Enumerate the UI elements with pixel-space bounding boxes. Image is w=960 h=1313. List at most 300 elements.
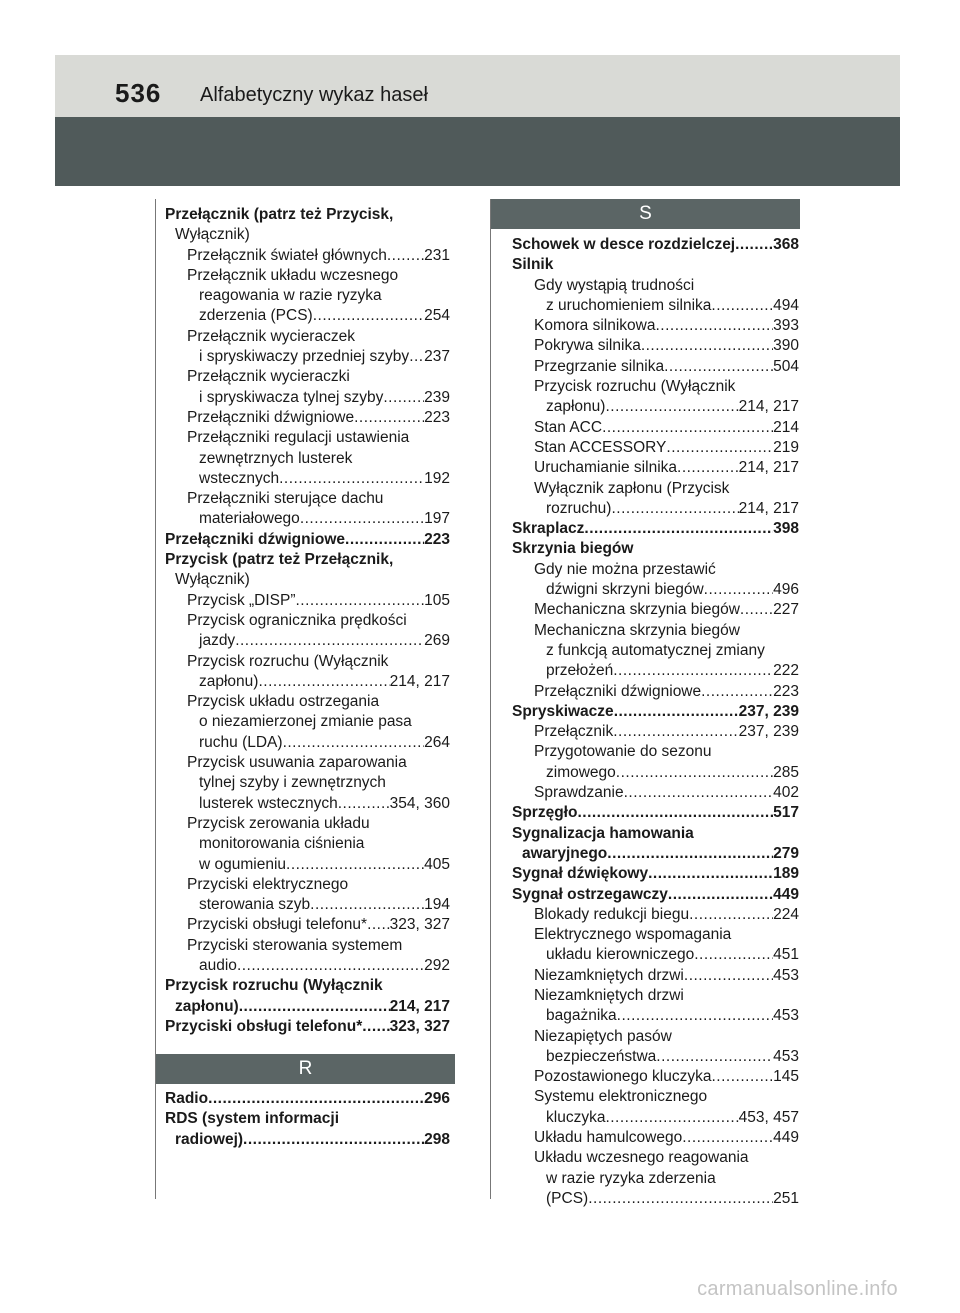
entry-page-ref: 239	[424, 388, 450, 406]
entry-term: Pokrywa silnika	[534, 337, 641, 355]
index-entry	[512, 316, 799, 336]
entry-term: i spryskiwacza tylnej szyby	[199, 388, 384, 406]
entry-page-ref: 189	[773, 865, 799, 883]
dot-leader	[655, 316, 773, 336]
entry-page-ref: 393	[773, 317, 799, 335]
dot-leader	[613, 722, 738, 742]
entry-term: Schowek w desce rozdzielczej	[512, 236, 736, 253]
dot-leader	[310, 895, 424, 915]
dot-leader	[300, 509, 424, 529]
index-entry	[512, 1128, 799, 1148]
entry-page-ref: 237	[424, 348, 450, 366]
dot-leader	[338, 794, 390, 814]
entry-term: Przełącznik świateł głównych	[187, 246, 387, 264]
entry-term: reagowania w razie ryzyka	[199, 287, 382, 305]
entry-page-ref: 194	[424, 896, 450, 914]
entry-term: Elektrycznego wspomagania	[534, 926, 732, 944]
entry-term: Niezamkniętych drzwi	[534, 966, 684, 984]
entry-term: Przełącznik wycieraczki	[187, 368, 350, 386]
index-entry	[512, 925, 799, 945]
entry-term: (PCS)	[546, 1189, 589, 1207]
index-entry	[165, 509, 450, 529]
entry-term: Przygotowanie do sezonu	[534, 743, 712, 761]
dot-leader	[286, 855, 424, 875]
entry-page-ref: 494	[773, 296, 799, 314]
entry-page-ref: 285	[773, 763, 799, 781]
entry-term: Przycisk ogranicznika prędkości	[187, 611, 407, 629]
index-entry	[512, 397, 799, 417]
entry-term: Sygnalizacja hamowania	[512, 824, 694, 842]
entry-term: Przegrzanie silnika	[534, 357, 665, 375]
index-entry	[165, 550, 450, 570]
dot-leader	[584, 519, 773, 539]
entry-page-ref: 368	[773, 236, 799, 253]
entry-page-ref: 354, 360	[389, 794, 450, 812]
entry-term: Wyłącznik zapłonu (Przycisk	[534, 479, 730, 497]
index-entry	[165, 611, 450, 631]
index-entry	[512, 966, 799, 986]
entry-page-ref: 453	[773, 966, 799, 984]
dot-leader	[362, 1017, 389, 1037]
entry-term: RDS (system informacji	[165, 1110, 339, 1128]
index-entry	[165, 652, 450, 672]
dot-leader	[607, 844, 773, 864]
entry-term: Przełączniki regulacji ustawienia	[187, 429, 410, 447]
entry-term: Przycisk rozruchu (Wyłącznik	[187, 652, 389, 670]
entry-term: Układu hamulcowego	[534, 1129, 683, 1147]
dot-leader	[588, 1189, 773, 1209]
dot-leader	[735, 235, 773, 255]
index-entry	[512, 844, 799, 864]
index-entry	[512, 803, 799, 823]
index-entry	[165, 976, 450, 996]
entry-term: Gdy wystąpią trudności	[534, 276, 695, 294]
entry-term: z funkcją automatycznej zmiany	[546, 641, 765, 659]
dot-leader	[614, 702, 739, 722]
entry-term: Mechaniczna skrzynia biegów	[534, 621, 740, 639]
index-entry	[512, 357, 799, 377]
index-entry	[165, 936, 450, 956]
dot-leader	[602, 418, 773, 438]
entry-page-ref: 453, 457	[738, 1108, 799, 1126]
entry-page-ref: 398	[773, 520, 799, 538]
entry-page-ref: 145	[773, 1068, 799, 1086]
entry-term: Gdy nie można przestawić	[534, 560, 716, 578]
entry-page-ref: 214, 217	[738, 499, 799, 517]
index-entry	[512, 1087, 799, 1107]
dot-leader	[616, 763, 773, 783]
index-entry	[165, 875, 450, 895]
index-entry	[512, 661, 799, 681]
entry-term: Stan ACC	[534, 418, 603, 436]
dot-leader	[689, 905, 773, 925]
entry-term: Sygnał dźwiękowy	[512, 865, 649, 883]
entry-page-ref: 105	[424, 591, 450, 609]
index-entry	[165, 347, 450, 367]
entry-term: radiowej)	[175, 1130, 244, 1148]
entry-page-ref: 214, 217	[389, 672, 450, 690]
entry-term: Przyciski elektrycznego	[187, 875, 349, 893]
index-entry	[165, 1109, 450, 1129]
entry-page-ref: 231	[424, 246, 450, 264]
entry-term: Układu wczesnego reagowania	[534, 1149, 749, 1167]
entry-term: w razie ryzyka zderzenia	[546, 1169, 716, 1187]
index-entry	[512, 1047, 799, 1067]
dot-leader	[656, 1047, 773, 1067]
entry-term: Blokady redukcji biegu	[534, 905, 690, 923]
dot-leader	[712, 1067, 774, 1087]
dot-leader	[387, 246, 424, 266]
entry-term: Wyłącznik)	[175, 226, 250, 244]
index-entry	[165, 408, 450, 428]
entry-term: Przełączniki dźwigniowe	[165, 530, 346, 548]
entry-term: rozruchu)	[546, 499, 612, 517]
entry-page-ref: 254	[424, 307, 450, 325]
dot-leader	[237, 956, 424, 976]
entry-term: lusterek wstecznych	[199, 794, 338, 812]
dot-leader	[383, 388, 424, 408]
dot-leader	[648, 864, 773, 884]
entry-page-ref: 237, 239	[738, 702, 799, 720]
watermark: carmanualsonline.info	[697, 1278, 898, 1300]
entry-term: Przełącznik (patrz też Przycisk,	[165, 206, 394, 223]
entry-page-ref: 292	[424, 956, 450, 974]
index-entry	[165, 266, 450, 286]
entry-term: awaryjnego	[522, 844, 608, 862]
left-column-divider	[155, 199, 156, 1199]
entry-term: Systemu elektronicznego	[534, 1088, 708, 1106]
index-entry	[512, 1148, 799, 1168]
index-entry	[165, 753, 450, 773]
entry-page-ref: 214	[773, 418, 799, 436]
dot-leader	[701, 682, 773, 702]
entry-term: Mechaniczna skrzynia biegów	[534, 601, 740, 619]
index-entry	[512, 458, 799, 478]
entry-term: Komora silnikowa	[534, 317, 656, 335]
index-entry	[165, 286, 450, 306]
dot-leader	[279, 469, 424, 489]
index-entry	[165, 469, 450, 489]
index-entry	[165, 327, 450, 347]
index-entry	[512, 479, 799, 499]
entry-term: audio	[199, 956, 237, 974]
page-number: 536	[115, 78, 162, 108]
entry-page-ref: 192	[424, 469, 450, 487]
entry-term: zimowego	[546, 763, 616, 781]
index-entry	[165, 449, 450, 469]
entry-page-ref: 214, 217	[738, 398, 799, 416]
index-entry	[165, 1017, 450, 1037]
index-column-right	[512, 235, 799, 1209]
dot-leader	[740, 600, 773, 620]
entry-page-ref: 517	[773, 804, 799, 822]
dot-leader	[641, 336, 773, 356]
index-entry	[512, 276, 799, 296]
index-entry	[165, 1089, 450, 1109]
index-entry	[165, 672, 450, 692]
index-entry	[512, 418, 799, 438]
entry-term: dźwigni skrzyni biegów	[546, 581, 704, 599]
index-entry	[512, 1189, 799, 1209]
entry-page-ref: 298	[424, 1130, 450, 1148]
dot-leader	[666, 438, 773, 458]
dot-leader	[677, 458, 739, 478]
entry-term: monitorowania ciśnienia	[199, 835, 365, 853]
index-entry	[512, 763, 799, 783]
index-entry	[512, 742, 799, 762]
entry-term: układu kierowniczego	[546, 946, 695, 964]
dot-leader	[682, 1128, 773, 1148]
entry-page-ref: 251	[773, 1189, 799, 1207]
entry-term: zapłonu)	[175, 997, 239, 1015]
index-entry	[512, 1027, 799, 1047]
dot-leader	[313, 306, 424, 326]
entry-term: Skraplacz	[512, 520, 585, 538]
entry-term: Niezamkniętych drzwi	[534, 986, 684, 1004]
index-entry	[512, 580, 799, 600]
dot-leader	[704, 580, 773, 600]
entry-term: Przycisk rozruchu (Wyłącznik	[534, 378, 736, 396]
index-entry	[512, 885, 799, 905]
entry-term: jazdy	[199, 632, 236, 650]
dot-leader	[611, 499, 738, 519]
entry-term: Przyciski obsługi telefonu*	[187, 916, 368, 934]
entry-term: bezpieczeństwa	[546, 1047, 657, 1065]
index-entry	[512, 945, 799, 965]
entry-page-ref: 449	[773, 1129, 799, 1147]
dot-leader	[605, 397, 738, 417]
index-entry	[165, 855, 450, 875]
index-entry	[512, 621, 799, 641]
dot-leader	[367, 915, 390, 935]
dot-leader	[296, 591, 425, 611]
entry-term: zewnętrznych lusterek	[199, 449, 353, 467]
index-entry	[512, 1006, 799, 1026]
entry-page-ref: 197	[424, 510, 450, 528]
index-entry	[165, 367, 450, 387]
dot-leader	[617, 1006, 773, 1026]
entry-page-ref: 496	[773, 581, 799, 599]
index-section-r	[165, 1089, 450, 1150]
entry-page-ref: 219	[773, 438, 799, 456]
entry-page-ref: 453	[773, 1007, 799, 1025]
entry-term: Sprzęgło	[512, 804, 578, 822]
entry-term: Przycisk usuwania zaparowania	[187, 754, 407, 772]
index-entry	[165, 428, 450, 448]
index-entry	[512, 600, 799, 620]
index-entry	[512, 986, 799, 1006]
entry-term: ruchu (LDA)	[199, 733, 283, 751]
index-entry	[165, 530, 450, 550]
index-entry	[512, 519, 799, 539]
entry-term: Niezapiętych pasów	[534, 1027, 672, 1045]
index-entry	[512, 1067, 799, 1087]
index-entry	[512, 1108, 799, 1128]
index-entry	[165, 692, 450, 712]
entry-term: bagażnika	[546, 1007, 617, 1025]
entry-term: sterowania szyb	[199, 896, 311, 914]
entry-term: Wyłącznik)	[175, 571, 250, 589]
index-entry	[512, 905, 799, 925]
index-entry	[165, 997, 450, 1017]
entry-page-ref: 223	[773, 682, 799, 700]
entry-term: Stan ACCESSORY	[534, 438, 667, 456]
dot-leader	[239, 997, 390, 1017]
entry-page-ref: 264	[424, 733, 450, 751]
entry-term: Przełączniki dźwigniowe	[187, 408, 355, 426]
entry-term: Przełącznik układu wczesnego	[187, 266, 399, 284]
index-entry	[165, 306, 450, 326]
entry-page-ref: 214, 217	[738, 459, 799, 477]
entry-page-ref: 223	[424, 530, 450, 548]
entry-term: zapłonu)	[546, 398, 606, 416]
entry-term: przełożeń	[546, 662, 614, 680]
entry-term: Przycisk rozruchu (Wyłącznik	[165, 977, 383, 995]
dot-leader	[613, 661, 773, 681]
index-entry	[165, 225, 450, 245]
section-header-s: S	[491, 199, 800, 229]
dot-leader	[283, 733, 425, 753]
dot-leader	[235, 631, 424, 651]
entry-page-ref: 224	[773, 905, 799, 923]
index-entry	[165, 631, 450, 651]
index-entry	[165, 205, 450, 225]
dot-leader	[243, 1130, 424, 1150]
entry-term: Przełącznik	[534, 723, 614, 741]
index-entry	[165, 915, 450, 935]
entry-page-ref: 222	[773, 662, 799, 680]
entry-term: kluczyka	[546, 1108, 606, 1126]
index-entry	[512, 255, 799, 275]
header-bar	[55, 55, 900, 117]
index-entry	[165, 388, 450, 408]
entry-term: Uruchamianie silnika	[534, 459, 678, 477]
entry-term: w ogumieniu	[199, 855, 287, 873]
index-entry	[165, 489, 450, 509]
index-entry	[165, 246, 450, 266]
index-entry	[165, 1130, 450, 1150]
dot-leader	[624, 783, 774, 803]
entry-term: Przyciski obsługi telefonu*	[165, 1017, 363, 1035]
entry-page-ref: 451	[773, 946, 799, 964]
entry-page-ref: 405	[424, 855, 450, 873]
index-entry	[512, 296, 799, 316]
entry-page-ref: 227	[773, 601, 799, 619]
index-entry	[512, 722, 799, 742]
entry-term: Sprawdzanie	[534, 784, 624, 802]
index-entry	[165, 956, 450, 976]
entry-term: z uruchomieniem silnika	[546, 296, 712, 314]
entry-term: wstecznych	[199, 469, 280, 487]
index-entry	[512, 641, 799, 661]
index-entry	[165, 733, 450, 753]
index-entry	[165, 712, 450, 732]
dot-leader	[664, 357, 773, 377]
entry-page-ref: 323, 327	[389, 1017, 450, 1035]
index-entry	[512, 499, 799, 519]
index-entry	[165, 834, 450, 854]
entry-page-ref: 279	[773, 844, 799, 862]
entry-term: zapłonu)	[199, 672, 259, 690]
entry-term: Pozostawionego kluczyka	[534, 1068, 712, 1086]
entry-page-ref: 296	[424, 1090, 450, 1107]
index-entry	[512, 702, 799, 722]
entry-term: Przełączniki sterujące dachu	[187, 490, 384, 508]
dot-leader	[711, 296, 773, 316]
entry-term: Przełącznik wycieraczek	[187, 327, 355, 345]
entry-term: Sygnał ostrzegawczy	[512, 885, 668, 903]
index-entry	[165, 570, 450, 590]
entry-term: Radio	[165, 1090, 209, 1107]
index-column-left	[165, 205, 450, 1037]
index-entry	[512, 824, 799, 844]
entry-term: Przycisk zerowania układu	[187, 814, 370, 832]
entry-term: Przycisk układu ostrzegania	[187, 693, 380, 711]
index-entry	[512, 783, 799, 803]
entry-page-ref: 449	[773, 885, 799, 903]
dot-leader	[694, 945, 773, 965]
dot-leader	[354, 408, 424, 428]
section-header-r: R	[156, 1054, 455, 1084]
entry-term: Przycisk (patrz też Przełącznik,	[165, 551, 394, 569]
index-entry	[512, 864, 799, 884]
index-entry	[512, 560, 799, 580]
entry-page-ref: 453	[773, 1047, 799, 1065]
index-entry	[512, 235, 799, 255]
index-entry	[165, 591, 450, 611]
index-entry	[165, 814, 450, 834]
entry-term: Skrzynia biegów	[512, 540, 634, 558]
right-column-divider	[490, 199, 491, 1199]
entry-term: o niezamierzonej zmianie pasa	[199, 713, 412, 731]
header-band	[55, 117, 900, 186]
entry-page-ref: 323, 327	[389, 916, 450, 934]
dot-leader	[409, 347, 424, 367]
index-entry	[512, 682, 799, 702]
entry-page-ref: 504	[773, 357, 799, 375]
entry-page-ref: 402	[773, 784, 799, 802]
entry-term: materiałowego	[199, 510, 300, 528]
entry-term: zderzenia (PCS)	[199, 307, 313, 325]
dot-leader	[684, 966, 773, 986]
entry-term: Przycisk „DISP”	[187, 591, 296, 609]
entry-page-ref: 223	[424, 408, 450, 426]
dot-leader	[668, 885, 773, 905]
entry-term: i spryskiwaczy przedniej szyby	[199, 348, 410, 366]
entry-page-ref: 390	[773, 337, 799, 355]
entry-term: Przyciski sterowania systemem	[187, 936, 403, 954]
index-entry	[512, 336, 799, 356]
entry-page-ref: 269	[424, 632, 450, 650]
index-entry	[165, 895, 450, 915]
entry-term: tylnej szyby i zewnętrznych	[199, 774, 386, 792]
dot-leader	[258, 672, 389, 692]
index-entry	[512, 1169, 799, 1189]
dot-leader	[208, 1089, 424, 1109]
dot-leader	[605, 1108, 738, 1128]
index-entry	[512, 377, 799, 397]
entry-term: Spryskiwacze	[512, 702, 614, 720]
dot-leader	[345, 530, 424, 550]
page-title: Alfabetyczny wykaz haseł	[200, 84, 428, 106]
index-entry	[512, 438, 799, 458]
entry-term: Przełączniki dźwigniowe	[534, 682, 702, 700]
index-entry	[512, 539, 799, 559]
entry-term: Silnik	[512, 256, 554, 274]
entry-page-ref: 214, 217	[389, 997, 450, 1015]
entry-page-ref: 237, 239	[738, 723, 799, 741]
index-entry	[165, 773, 450, 793]
